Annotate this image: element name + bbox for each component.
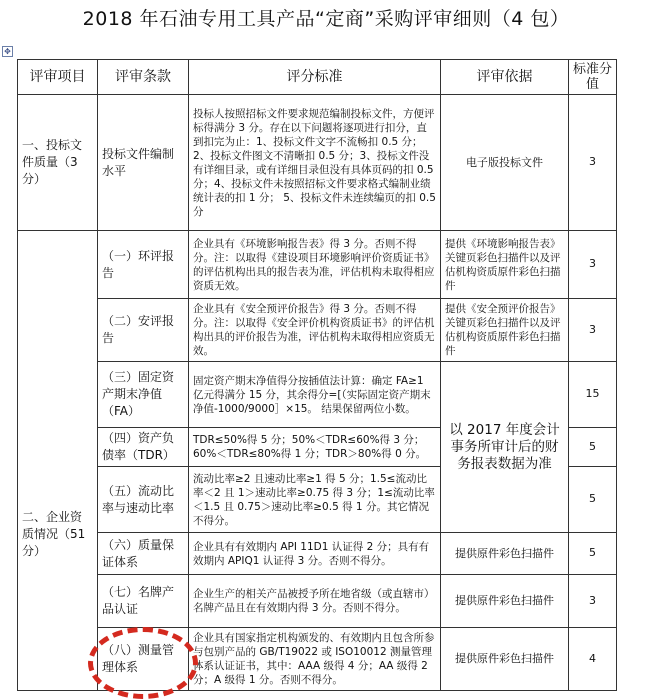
table-row [18,628,617,691]
row-clause: （八）测量管理体系 [98,628,189,691]
header-standard: 评分标准 [189,60,441,95]
row-basis: 提供原件彩色扫描件 [441,628,569,691]
row-clause: 投标文件编制水平 [98,95,189,231]
row-clause: （六）质量保证体系 [98,533,189,575]
row-basis: 提供《环境影响报告表》关键页彩色扫描件以及评估机构资质原件彩色扫描件 [441,231,569,299]
row-clause: （二）安评报告 [98,299,189,362]
row-basis: 提供原件彩色扫描件 [441,575,569,628]
row-standard: 企业具有《环境影响报告表》得 3 分。否则不得分。注：以取得《建设项目环境影响评价资质证书》的评估机构出具的报告表为准，评估机构未取得相应资质无效。 [189,231,441,299]
row-score: 5 [569,533,617,575]
table-row [18,95,617,231]
table-row [18,299,617,362]
row-clause: （七）名牌产品认证 [98,575,189,628]
move-anchor-icon[interactable]: ✥ [2,46,13,57]
row-item: 一、投标文件质量（3 分） [18,95,98,231]
row-score: 5 [569,467,617,533]
row-standard: 企业具有有效期内 API 11D1 认证得 2 分；具有有效期内 APIQ1 认证得 3 分。否则不得分。 [189,533,441,575]
row-standard: 企业具有《安全预评价报告》得 3 分。否则不得分。注：以取得《安全评价机构资质证书》的评估机构出具的评价报告为准，评估机构未取得相应资质无效。 [189,299,441,362]
row-standard: 流动比率≥2 且速动比率≥1 得 5 分；1.5≤流动比率＜2 且 1＞速动比率≥0.75 得 3 分；1≤流动比率＜1.5 且 0.75＞速动比率≥0.5 得 1 分。其它情况不得分。 [189,467,441,533]
scoring-table [17,59,617,691]
page-title: 2018 年石油专用工具产品“定商”采购评审细则（4 包） [82,8,570,30]
row-standard: 固定资产期末净值得分按插值法计算：确定 FA≥1 亿元得满分 15 分，其余得分=[（实际固定资产期末净值-1000/9000］×15。 结果保留两位小数。 [189,362,441,428]
row-basis: 提供原件彩色扫描件 [441,533,569,575]
row-standard: 投标人按照招标文件要求规范编制投标文件，方便评标得满分 3 分。存在以下问题将逐项进行扣分，直到扣完为止：1、投标文件文字不流畅扣 0.5 分；2、投标文件图文不清晰扣 0.5 分；3、投标文件没有详细目录，或有详细目录但没有具体页码的扣 0.5 分；4、投标文件未按照招标文件要求格式编制业绩统计表的扣 1 分； 5、投标文件未连续编页的扣 0.5 分 [189,95,441,231]
row-score: 4 [569,628,617,691]
table-header-row [18,60,617,95]
row-standard: 企业生产的相关产品被授予所在地省级（或直辖市）名牌产品且在有效期内得 3 分。否则不得分。 [189,575,441,628]
row-score: 15 [569,362,617,428]
row-clause: （四）资产负债率（TDR） [98,428,189,467]
row-basis: 提供《安全预评价报告》关键页彩色扫描件以及评估机构资质原件彩色扫描件 [441,299,569,362]
header-score: 标准分值 [569,60,617,95]
header-item: 评审项目 [18,60,98,95]
row-standard: TDR≤50%得 5 分；50%＜TDR≤60%得 3 分；60%＜TDR≤80%得 1 分；TDR＞80%得 0 分。 [189,428,441,467]
header-basis: 评审依据 [441,60,569,95]
row-clause: （三）固定资产期末净值（FA） [98,362,189,428]
row-clause: （五）流动比率与速动比率 [98,467,189,533]
header-clause: 评审条款 [98,60,189,95]
row-score: 5 [569,428,617,467]
row-basis: 以 2017 年度会计事务所审计后的财务报表数据为准 [441,362,569,533]
row-score: 3 [569,575,617,628]
table-row [18,231,617,299]
table-row [18,533,617,575]
table-row [18,575,617,628]
row-standard: 企业具有国家指定机构颁发的、有效期内且包含所参与包别产品的 GB/T19022 或 ISO10012 测量管理体系认证证书，其中：AAA 级得 4 分；AA 级得 2 分；A 级得 1 分。否则不得分。 [189,628,441,691]
row-score: 3 [569,231,617,299]
row-basis: 电子版投标文件 [441,95,569,231]
row-score: 3 [569,299,617,362]
row-item: 二、企业资质情况（51 分） [18,231,98,691]
row-clause: （一）环评报告 [98,231,189,299]
table-row [18,362,617,428]
row-score: 3 [569,95,617,231]
